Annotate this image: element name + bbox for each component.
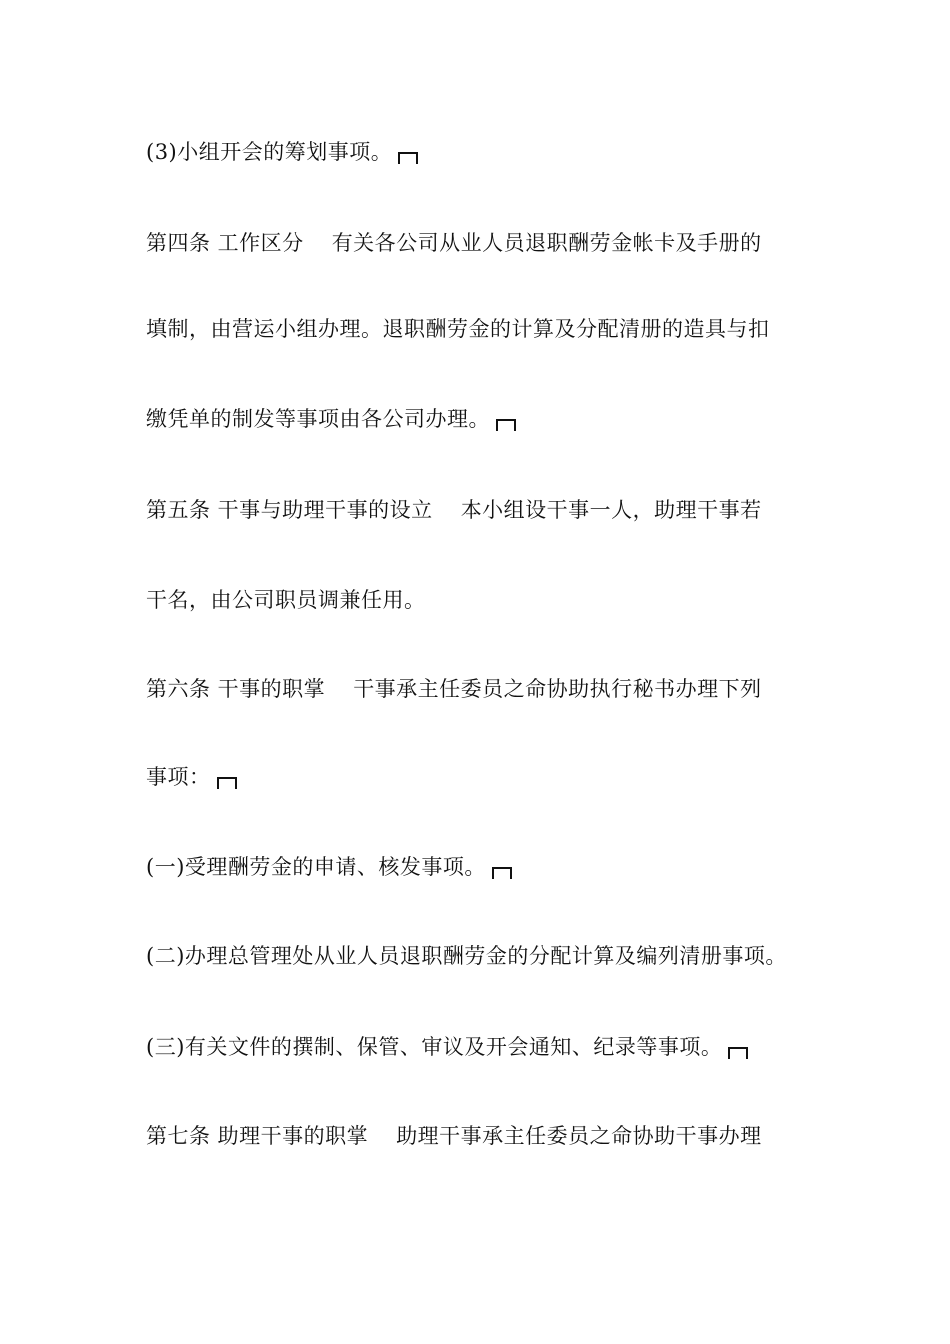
line-text: 缴凭单的制发等事项由各公司办理。: [146, 407, 490, 431]
line-text: 助理干事承主任委员之命协助干事办理: [396, 1124, 762, 1148]
line-text: (3)小组开会的筹划事项。: [146, 140, 393, 164]
text-line-10: [146, 941, 787, 971]
article-4-line: [146, 228, 762, 258]
article-6-heading: 第六条 干事的职掌: [146, 677, 326, 701]
paragraph-mark-icon: [398, 152, 418, 164]
article-6-line: [146, 674, 762, 704]
line-text: (一)受理酬劳金的申请、核发事项。: [146, 855, 486, 879]
text-line-8: [146, 762, 237, 792]
article-4-heading: 第四条 工作区分: [146, 231, 304, 255]
text-line-3: [146, 314, 770, 344]
line-text: 有关各公司从业人员退职酬劳金帐卡及手册的: [331, 231, 762, 255]
paragraph-mark-icon: [728, 1047, 748, 1059]
line-text: (二)办理总管理处从业人员退职酬劳金的分配计算及编列清册事项。: [146, 944, 787, 968]
line-text: 事项：: [146, 765, 211, 789]
paragraph-mark-icon: [217, 777, 237, 789]
line-text: 干事承主任委员之命协助执行秘书办理下列: [353, 677, 762, 701]
paragraph-mark-icon: [496, 419, 516, 431]
line-text: 本小组设干事一人，助理干事若: [460, 498, 762, 522]
text-line-1: [146, 137, 418, 167]
article-7-line: [146, 1121, 762, 1151]
line-text: (三)有关文件的撰制、保管、审议及开会通知、纪录等事项。: [146, 1035, 723, 1059]
text-line-4: [146, 404, 516, 434]
article-7-heading: 第七条 助理干事的职掌: [146, 1124, 369, 1148]
line-text: 填制，由营运小组办理。退职酬劳金的计算及分配清册的造具与扣: [146, 317, 770, 341]
line-text: 干名，由公司职员调兼任用。: [146, 588, 426, 612]
paragraph-mark-icon: [492, 867, 512, 879]
text-line-6: [146, 585, 426, 615]
article-5-heading: 第五条 干事与助理干事的设立: [146, 498, 433, 522]
article-5-line: [146, 495, 762, 525]
text-line-9: [146, 852, 512, 882]
text-line-11: [146, 1032, 748, 1062]
